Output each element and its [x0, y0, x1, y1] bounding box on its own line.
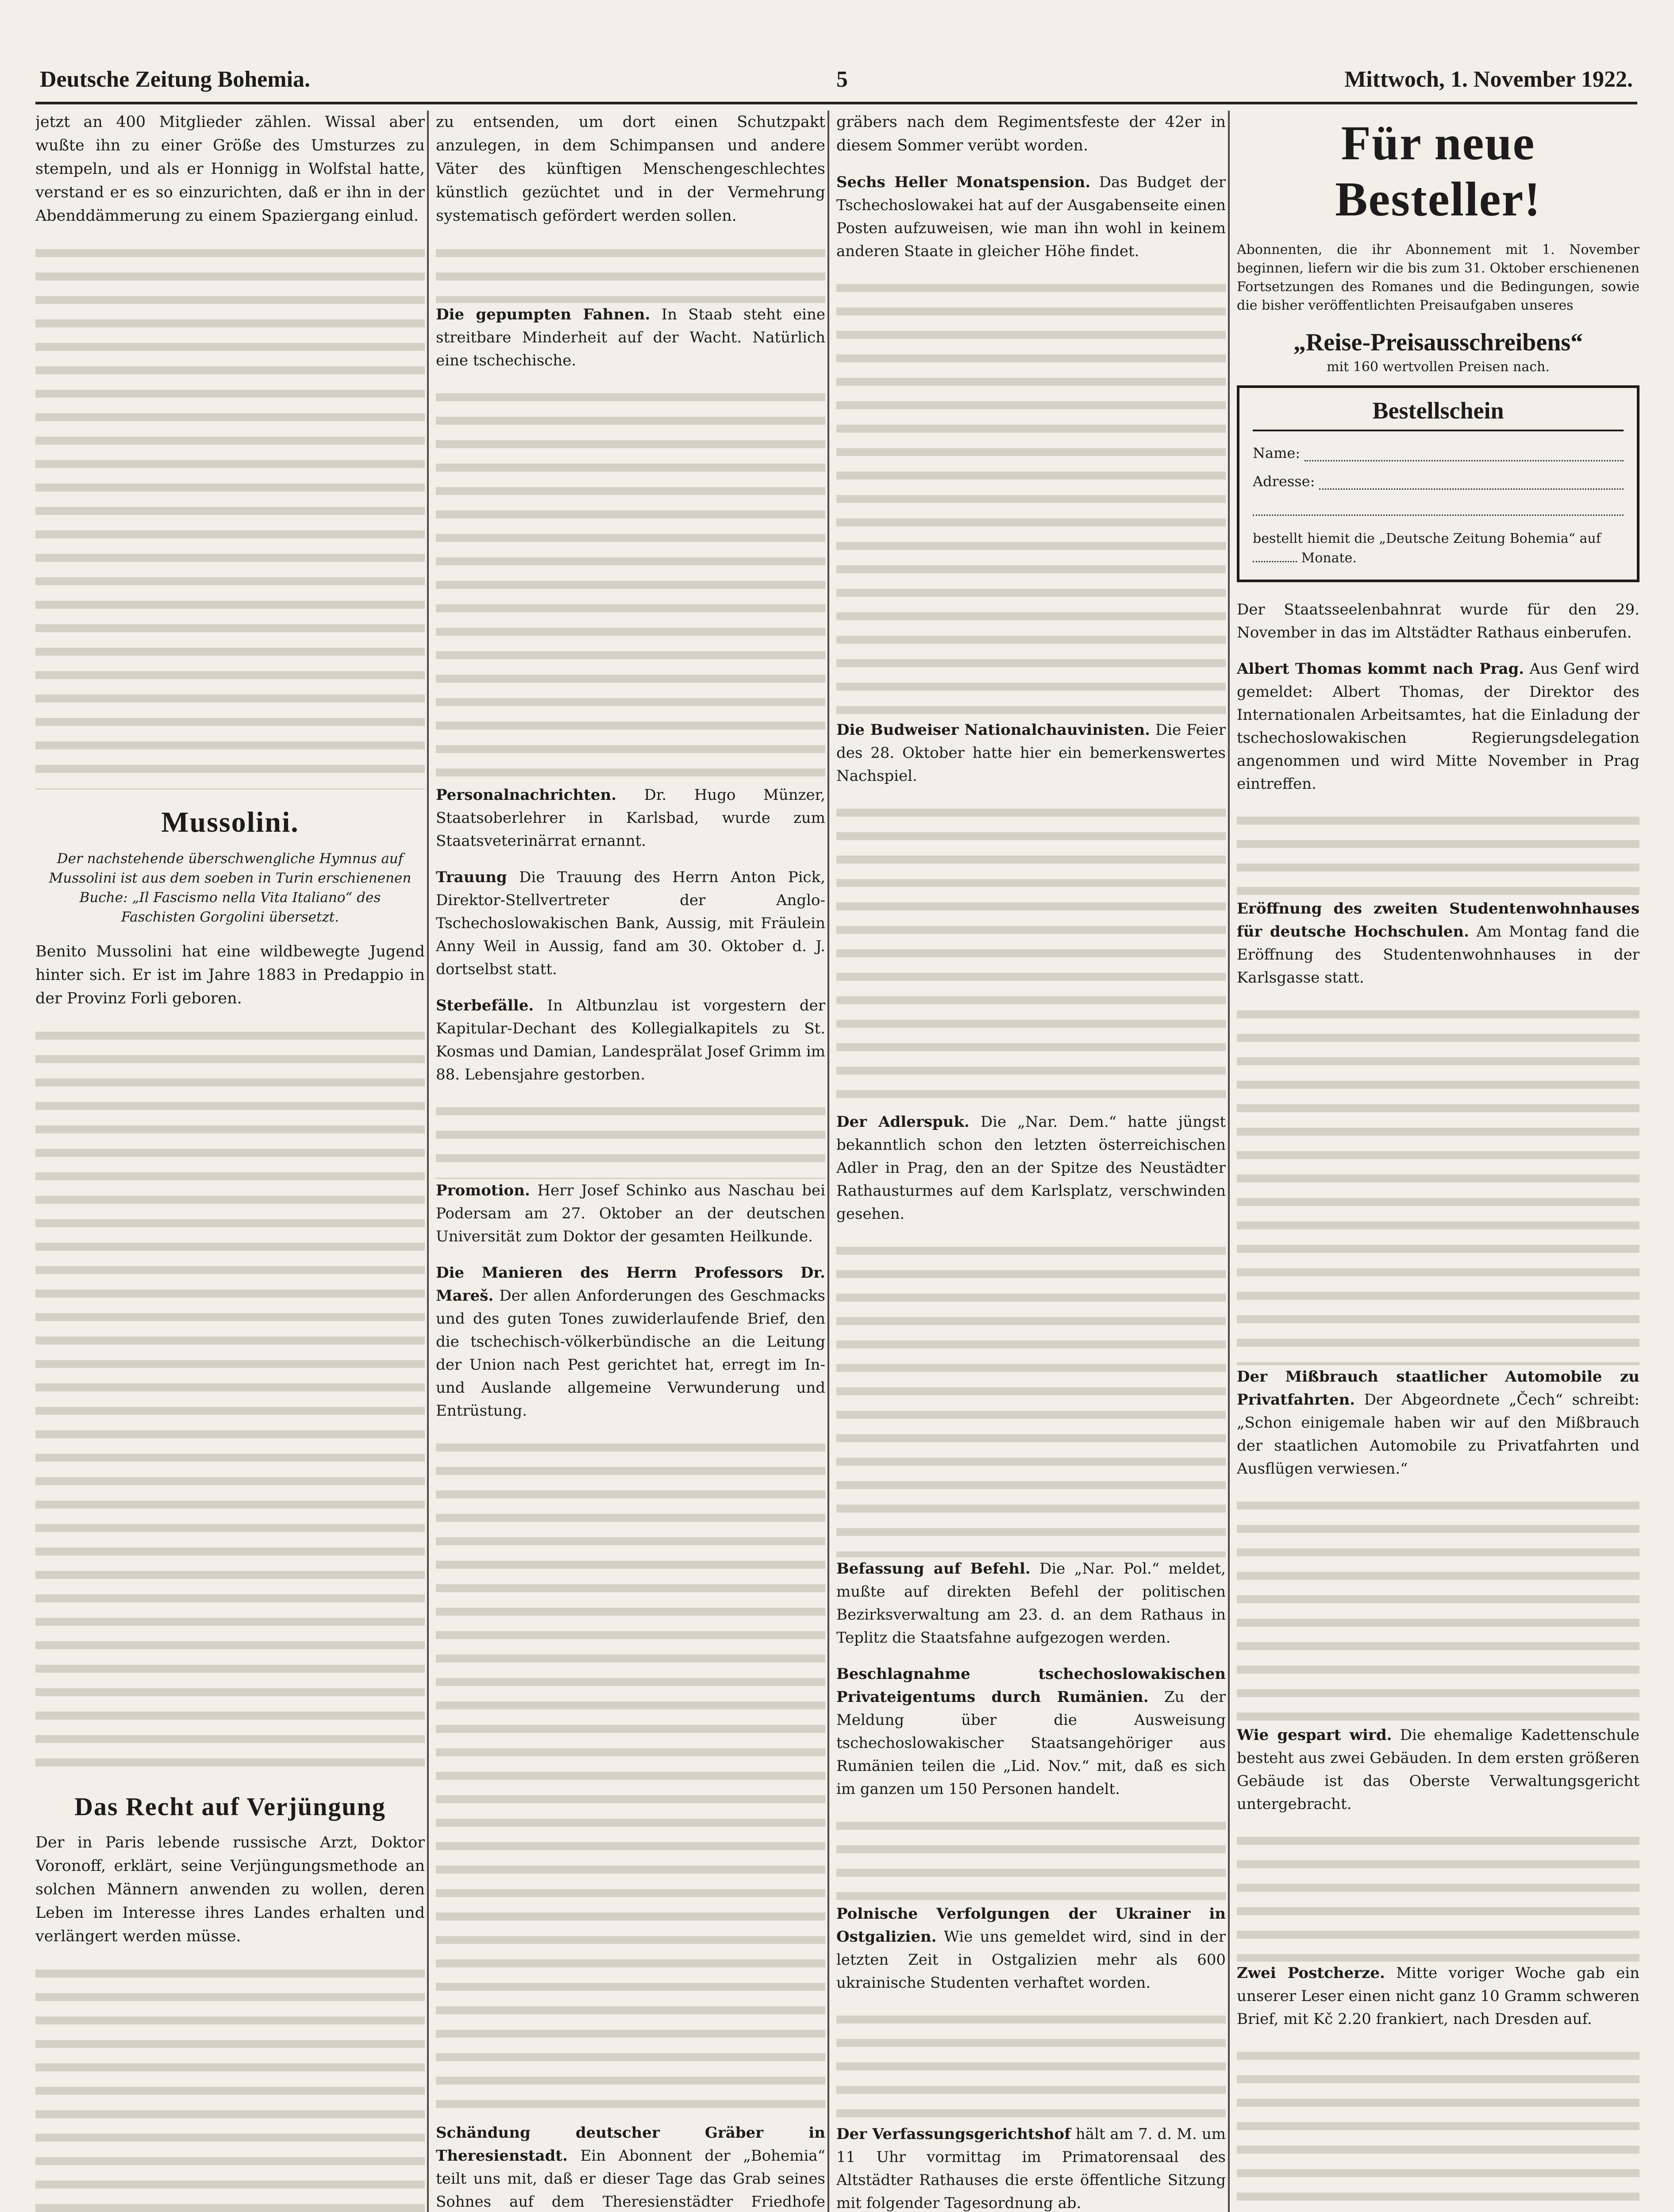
article-text-continuation — [35, 241, 425, 790]
article-text-continuation — [436, 1436, 825, 2121]
news-item: Der Mißbrauch staatlicher Automobile zu Privatfahrten. Der Abgeordnete „Čech“ schreibt: „Schon einigemale haben wir auf den Mißbrauch der staatlichen Automobile zu Privatfahrten und Ausflügen verwiesen.“ — [1237, 1368, 1639, 1478]
news-item: Schändung deutscher Gräber in Theresienstadt. Ein Abonnent der „Bohemia“ teilt uns mit, daß er dieser Tage das Grab seines Sohnes auf dem Theresienstädter Friedhofe — [436, 2124, 825, 2211]
article-text-continuation — [1237, 1494, 1639, 1724]
column-4 — [1237, 111, 1639, 2212]
news-item: Sechs Heller Monatspension. Das Budget der Tschechoslowakei hat auf der Ausgabenseite einen Posten aufzuweisen, wie man ihn wohl in keinem anderen Staate in gleicher Höhe findet. — [836, 173, 1226, 260]
news-item: Befassung auf Befehl. Die „Nar. Pol.“ meldet, mußte auf direkten Befehl der politischen Bezirksverwaltung am 23. d. an dem Rathaus in Teplitz die Staatsfahne aufgezogen werden. — [836, 1560, 1226, 1647]
column-2 — [436, 111, 825, 2212]
column-divider — [427, 111, 429, 2212]
news-item: Albert Thomas kommt nach Prag. Aus Genf wird gemeldet: Albert Thomas, der Direktor des Internationalen Arbeitsamtes, hat die Einladung der tschechoslowakischen Regierungsdelegation angenommen und wird Mitte November in Prag eintreffen. — [1237, 660, 1639, 793]
article-text-continuation — [836, 276, 1226, 718]
contest-title: „Reise-Preisausschreibens“ — [1293, 329, 1583, 356]
article-text-continuation — [836, 2008, 1226, 2123]
months-blank[interactable] — [1253, 561, 1297, 562]
address-field[interactable]: Adresse: — [1253, 473, 1624, 490]
issue-date: Mittwoch, 1. November 1922. — [1344, 67, 1633, 92]
article-text-continuation — [836, 1814, 1226, 1902]
article-heading-mussolini: Mussolini. — [161, 806, 299, 838]
news-item: Der Staatsseelenbahnrat wurde für den 29. November in das im Altstädter Rathaus einberufen. — [1237, 601, 1639, 641]
column-divider — [1228, 111, 1230, 2212]
article-text-continuation — [1237, 2044, 1639, 2212]
article-text-continuation — [35, 1962, 425, 2212]
order-form — [1237, 385, 1639, 582]
article-text-continuation — [1237, 1829, 1639, 1962]
news-item: Der Verfassungsgerichtshof hält am 7. d. M. um 11 Uhr vormittag im Primatorensaal des Altstädter Rathauses die erste öffentliche Sitzung mit folgender Tagesordnung ab. — [836, 2125, 1226, 2212]
news-item: Die Budweiser Nationalchauvinisten. Die Feier des 28. Oktober hatte hier ein bemerkenswertes Nachspiel. — [836, 721, 1226, 785]
article-heading-rejuvenation: Das Recht auf Verjüngung — [74, 1792, 386, 1821]
news-item: Personalnachrichten. Dr. Hugo Münzer, Staatsoberlehrer in Karlsbad, wurde zum Staatsveterinärrat ernannt. — [436, 786, 825, 850]
article-text: jetzt an 400 Mitglieder zählen. Wissal aber wußte ihn zu einer Größe des Umsturzes zu stempeln, und als er Honnigg in Wolfstal hatte, verstand er es so einzurichten, daß er ihn in der Abenddämmerung zu einem Spaziergang einlud. — [35, 113, 425, 225]
news-item: Promotion. Herr Josef Schinko aus Naschau bei Podersam am 27. Oktober an der deutschen Universität zum Doktor der gesamten Heilkunde. — [436, 1182, 825, 1245]
subscriber-heading: Für neue Besteller! — [1335, 116, 1541, 226]
article-text-continuation — [436, 385, 825, 783]
page-number: 5 — [836, 67, 848, 92]
column-3 — [836, 111, 1226, 2212]
article-text-continuation — [436, 1099, 825, 1179]
article-text-continuation — [836, 801, 1226, 1110]
article-text-continuation — [436, 241, 825, 303]
news-item: Eröffnung des zweiten Studentenwohnhauses für deutsche Hochschulen. Am Montag fand die Eröffnung des Studentenwohnhauses in der Karlsgasse statt. — [1237, 900, 1639, 987]
news-item: Beschlagnahme tschechoslowakischen Privateigentums durch Rumänien. Zu der Meldung über die Ausweisung tschechoslowakischer Staatsangehöriger aus Rumänien teilen die „Lid. Nov.“ mit, daß es sich im ganzen um 150 Personen handelt. — [836, 1665, 1226, 1798]
article-subtitle: Der nachstehende überschwengliche Hymnus auf Mussolini ist aus dem soeben in Turin erschienenen Buche: „Il Fascismo nella Vita Italiano“ des Faschisten Gorgolini übersetzt. — [49, 851, 412, 925]
order-form-title: Bestellschein — [1253, 397, 1624, 431]
news-item: Die gepumpten Fahnen. In Staab steht eine streitbare Minderheit auf der Wacht. Natürlich eine tschechische. — [436, 306, 825, 369]
news-item: Sterbefälle. In Altbunzlau ist vorgestern der Kapitular-Dechant des Kollegialkapitels zu St. Kosmas und Damian, Landesprälat Josef Grimm im 88. Lebensjahre gestorben. — [436, 997, 825, 1083]
extra-address-line[interactable] — [1253, 501, 1624, 516]
news-item: Polnische Verfolgungen der Ukrainer in Ostgalizien. Wie uns gemeldet wird, sind in der letzten Zeit in Ostgalizien mehr als 600 ukrainische Studenten verhaftet worden. — [836, 1905, 1226, 1992]
article-text: Benito Mussolini hat eine wildbewegte Jugend hinter sich. Er ist im Jahre 1883 in Predappio in der Provinz Forli geboren. — [35, 943, 425, 1007]
article-text-continuation — [1237, 809, 1639, 897]
masthead — [35, 53, 1637, 104]
column-1 — [35, 111, 425, 2212]
news-item: Wie gespart wird. Die ehemalige Kadettenschule besteht aus zwei Gebäuden. In dem ersten größeren Gebäude ist das Oberste Verwaltungsgericht untergebracht. — [1237, 1726, 1639, 1813]
article-text-continuation — [1237, 1002, 1639, 1365]
news-item: Die Manieren des Herrn Professors Dr. Mareš. Der allen Anforderungen des Geschmacks und des guten Tones zuwiderlaufende Brief, den die tschechisch-völkerbündische an die Leitung der Union nach Pest gerichtet hat, erregt im In- und Auslande allgemeine Verwunderung und Entrüstung. — [436, 1264, 825, 1420]
news-item: Trauung Die Trauung des Herrn Anton Pick, Direktor-Stellvertreter der Anglo-Tschechoslowakischen Bank, Aussig, mit Fräulein Anny Weil in Aussig, fand am 30. Oktober d. J. dortselbst statt. — [436, 868, 825, 978]
news-item: Der Adlerspuk. Die „Nar. Dem.“ hatte jüngst bekanntlich schon den letzten österreichischen Adler in Prag, den an der Spitze des Neustädter Rathausturmes auf dem Karlsplatz, verschwinden gesehen. — [836, 1113, 1226, 1223]
contest-subtitle: mit 160 wertvollen Preisen nach. — [1327, 359, 1550, 375]
order-text: bestellt hiemit die „Deutsche Zeitung Bohemia“ auf Monate. — [1253, 531, 1601, 566]
article-text-continuation — [35, 1024, 425, 1776]
news-item: Zwei Postcherze. Mitte voriger Woche gab ein unserer Leser einen nicht ganz 10 Gramm schweren Brief, mit Kč 2.20 frankiert, nach Dresden auf. — [1237, 1964, 1639, 2028]
name-field[interactable]: Name: — [1253, 445, 1624, 461]
article-text-continuation — [836, 1239, 1226, 1557]
article-text: Der in Paris lebende russische Arzt, Doktor Voronoff, erklärt, seine Verjüngungsmethode an solchen Männern anwenden zu wollen, deren Leben im Interesse ihres Landes erhalten und verlängert werden müsse. — [35, 1834, 425, 1945]
column-divider — [827, 111, 829, 2212]
subscriber-intro: Abonnenten, die ihr Abonnement mit 1. November beginnen, liefern wir die bis zum 31. Oktober erschienenen Fortsetzungen des Romanes und die Bedingungen, sowie die bisher veröffentlichten Preisaufgaben unseres — [1237, 242, 1639, 313]
article-text: gräbers nach dem Regimentsfeste der 42er in diesem Sommer verübt worden. — [836, 113, 1226, 154]
article-text: zu entsenden, um dort einen Schutzpakt anzulegen, in dem Schimpansen und andere Väter des künftigen Menschengeschlechtes künstlich gezüchtet und in der Vermehrung systematisch gefördert werden sollen. — [436, 113, 825, 225]
paper-name: Deutsche Zeitung Bohemia. — [40, 67, 310, 92]
